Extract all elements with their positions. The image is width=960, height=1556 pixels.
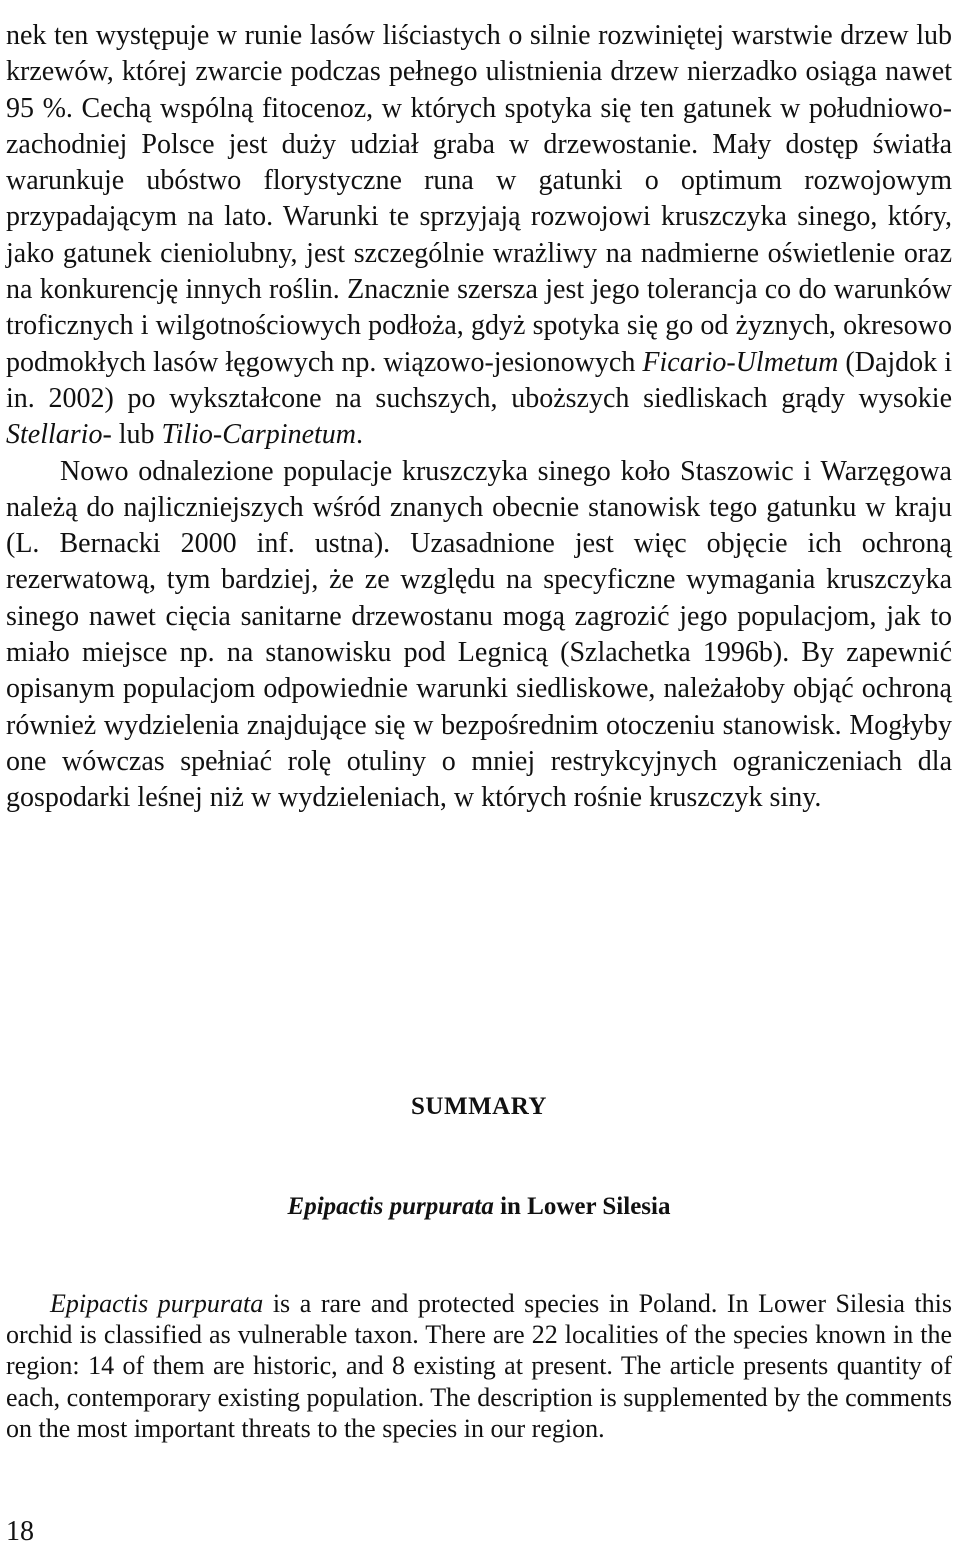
para1-text-a: nek ten występuje w runie lasów liściastych o silnie rozwiniętej warstwie drzew lub krzewów, której zwarcie podczas pełnego ulistnienia drzew nierzadko osiąga nawet 95 %. Cechą wspólną fitocenoz, w których spotyka się ten gatunek w południowo-zachodniej Polsce jest duży udział graba w drzewostanie. Mały dostęp światła warunkuje ubóstwo florystyczne runa w gatunki o optimum rozwojowym przypadającym na lato. Warunki te sprzyjają rozwojowi kruszczyka sinego, który, jako gatunek cieniolubny, jest szczególnie wrażliwy na nadmierne oświetlenie oraz na konkurencję innych roślin. Znacznie szersza jest jego tolerancja co do warunków troficznych i wilgotnościowych podłoża, gdyż spotyka się go od żyznych, okresowo podmokłych lasów łęgowych np. wiązowo-jesionowych: [6, 20, 952, 378]
page-number: 18: [6, 1516, 34, 1547]
para1-text-d: .: [356, 419, 364, 451]
summary-body-species: Epipactis purpurata: [50, 1289, 264, 1318]
para1-italic-ficario-ulmetum: Ficario-Ulmetum: [642, 346, 839, 378]
summary-body: [6, 1288, 952, 1444]
para1-text-c: lub: [111, 419, 162, 451]
page-content: [6, 18, 953, 1547]
summary-heading: SUMMARY: [411, 1093, 547, 1120]
para1-italic-tilio-carpinetum: Tilio-Carpinetum: [161, 419, 357, 451]
para1-text-b: (Dajdok i in. 2002) po wykształcone na suchszych, uboższych siedliskach grądy wysokie: [6, 346, 953, 414]
summary-body-text: is a rare and protected species in Poland. In Lower Silesia this orchid is classified as vulnerable taxon. There are 22 localities of the species known in the region: 14 of them are historic, and 8 existing at present. The article presents quantity of each, contemporary existing population. The description is supplemented by the comments on the most important threats to the species in our region.: [6, 1289, 953, 1443]
polish-paragraph-1: [6, 18, 952, 454]
para1-italic-stellario: Stellario-: [6, 419, 112, 451]
summary-title: [6, 1193, 952, 1221]
summary-title-region: in Lower Silesia: [500, 1193, 671, 1220]
summary-title-species: Epipactis purpurata: [287, 1193, 494, 1220]
polish-paragraph-2: Nowo odnalezione populacje kruszczyka sinego koło Staszowic i Warzęgowa należą do najliczniejszych wśród znanych obecnie stanowisk tego gatunku w kraju (L. Bernacki 2000 inf. ustna). Uzasadnione jest więc objęcie ich ochroną rezerwatową, tym bardziej, że ze względu na specyficzne wymagania kruszczyka sinego nawet cięcia sanitarne drzewostanu mogą zagrozić jego populacjom, jak to miało miejsce np. na stanowisku pod Legnicą (Szlachetka 1996b). By zapewnić opisanym populacjom odpowiednie warunki siedliskowe, należałoby objąć ochroną również wydzielenia znajdujące się w bezpośrednim otoczeniu stanowisk. Mogłyby one wówczas spełniać rolę otuliny o mniej restrykcyjnych ograniczeniach dla gospodarki leśnej niż w wydzieleniach, w których rośnie kruszczyk siny.: [6, 455, 952, 814]
